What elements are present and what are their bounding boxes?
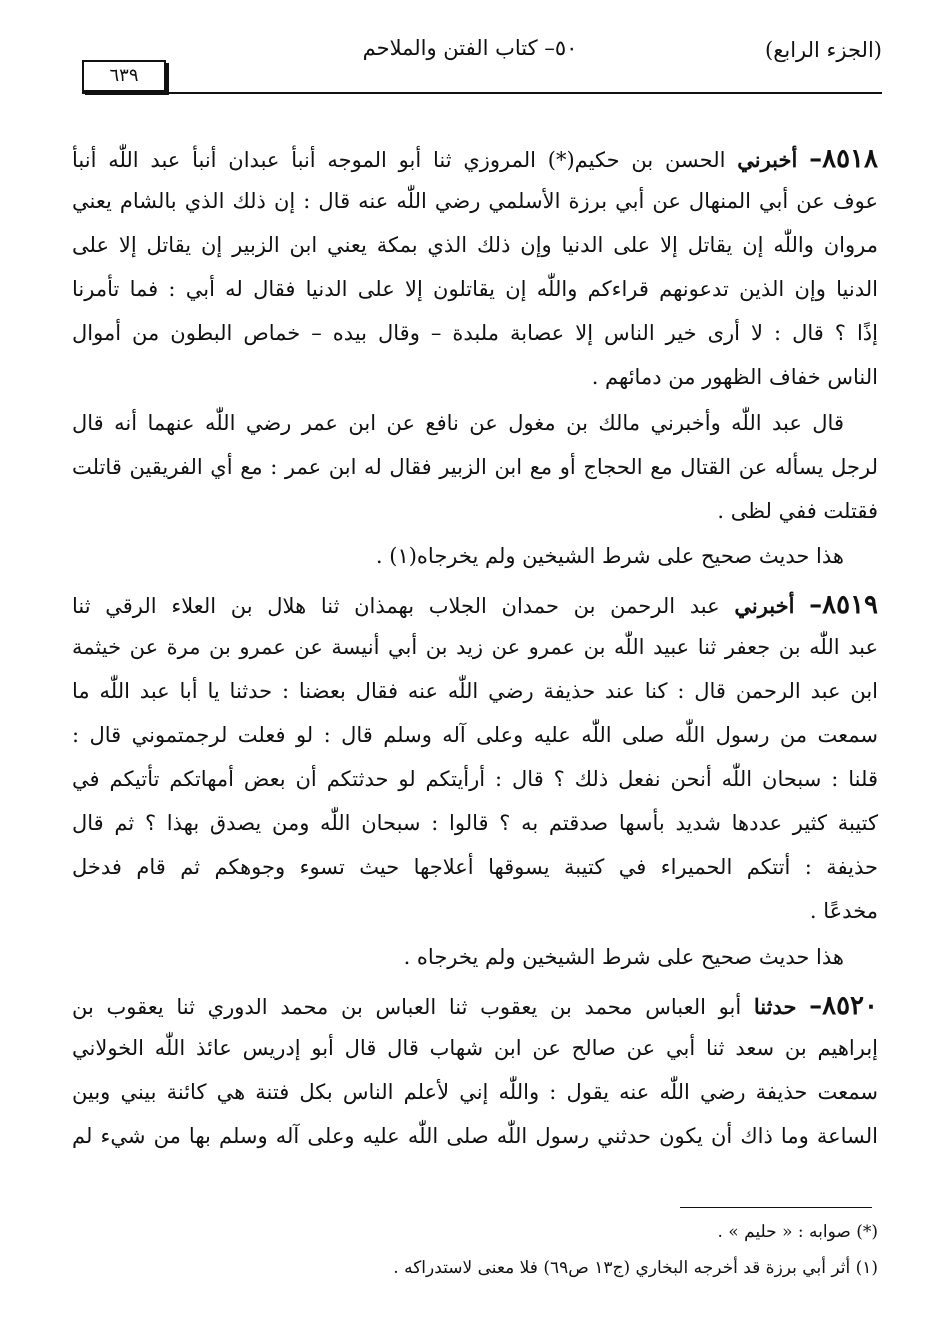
hadith-line: الدنيا وإن الذين تدعونهم قراءكم واللّٰه إن يقاتلون إلا على الدنيا فقال له أبي : فما تأمرنا xyxy=(72,277,878,301)
hadith-line: عوف عن أبي المنهال عن أبي برزة الأسلمي رضي اللّٰه عنه قال : إن ذلك الذي بالشام يعني xyxy=(72,189,878,213)
hadith-line: مروان واللّٰه إن يقاتل إلا على الدنيا وإن ذلك الذي بمكة يعني ابن الزبير إن يقاتل إلا على xyxy=(72,233,878,257)
hadith-grading: هذا حديث صحيح على شرط الشيخين ولم يخرجاه(١) . xyxy=(375,544,844,568)
hadith-line: قال عبد اللّٰه وأخبرني مالك بن مغول عن نافع عن ابن عمر رضي اللّٰه عنهما أنه قال xyxy=(72,411,844,435)
hadith-line: قلنا : سبحان اللّٰه أنحن نفعل ذلك ؟ قال : أرأيتكم لو حدثتكم أن بعض أمهاتكم تأتيكم في xyxy=(72,767,878,791)
hadith-8519-line-1 xyxy=(72,592,878,618)
volume-label: (الجزء الرابع) xyxy=(765,38,882,62)
hadith-text: أبو العباس محمد بن يعقوب ثنا العباس بن محمد الدوري ثنا يعقوب بن xyxy=(72,995,742,1019)
hadith-line: الناس خفاف الظهور من دمائهم . xyxy=(591,365,878,389)
hadith-number: ٨٥١٨– xyxy=(809,144,878,174)
hadith-line: ابن عبد الرحمن قال : كنا عند حذيفة رضي اللّٰه عنه فقال بعضنا : حدثنا يا أبا عبد اللّٰه ما xyxy=(72,679,878,703)
page-number: ٦٣٩ xyxy=(82,60,166,92)
hadith-8518-line-1 xyxy=(72,146,878,172)
hadith-line: عبد اللّٰه بن جعفر ثنا عبيد اللّٰه بن عمرو عن زيد بن أبي أنيسة عن عمرو بن مرة عن خيثمة xyxy=(72,635,878,659)
hadith-text: الحسن بن حكيم(*) المروزي ثنا أبو الموجه أنبأ عبدان أنبأ عبد اللّٰه أنبأ xyxy=(72,148,726,172)
hadith-line: كتيبة كثير عددها شديد بأسها صدقتم به ؟ قالوا : سبحان اللّٰه ومن يصدق بهذا ؟ ثم قال xyxy=(72,811,878,835)
hadith-line: حذيفة : أتتكم الحميراء في كتيبة يسوقها أعلاجها حيث تسوء وجوهكم ثم قام فدخل xyxy=(72,855,878,879)
footnote: (*) صوابه : « حليم » . xyxy=(717,1222,878,1242)
chapter-title: ٥٠– كتاب الفتن والملاحم xyxy=(362,36,578,60)
hadith-grading: هذا حديث صحيح على شرط الشيخين ولم يخرجاه . xyxy=(403,945,844,969)
hadith-lead: أخبرني xyxy=(737,147,798,172)
hadith-number: ٨٥٢٠– xyxy=(809,991,878,1021)
hadith-8520-line-1 xyxy=(72,993,878,1019)
hadith-line: إذًا ؟ قال : لا أرى خير الناس إلا عصابة ملبدة – وقال بيده – خماص البطون من أموال xyxy=(72,321,878,345)
hadith-lead: أخبرني xyxy=(734,593,795,618)
hadith-lead: حدثنا xyxy=(753,994,797,1019)
hadith-line: إبراهيم بن سعد ثنا أبي عن صالح عن ابن شهاب قال قال أبو إدريس عائذ اللّٰه الخولاني xyxy=(72,1036,878,1060)
hadith-line: سمعت من رسول اللّٰه صلى اللّٰه عليه وعلى آله وسلم قال : لو فعلت لرجمتموني قال : xyxy=(72,723,878,747)
hadith-line: الساعة وما ذاك أن يكون حدثني رسول اللّٰه صلى اللّٰه عليه وعلى آله وسلم بها من شيء لم xyxy=(72,1124,878,1148)
hadith-line: سمعت حذيفة رضي اللّٰه عنه يقول : واللّٰه إني لأعلم الناس بكل فتنة هي كائنة بيني وبين xyxy=(72,1080,878,1104)
hadith-text: عبد الرحمن بن حمدان الجلاب بهمذان ثنا هلال بن العلاء الرقي ثنا xyxy=(72,594,720,618)
footnote-rule xyxy=(680,1207,872,1208)
hadith-number: ٨٥١٩– xyxy=(809,590,878,620)
header-rule xyxy=(82,92,882,94)
hadith-line: مخدعًا . xyxy=(809,899,878,923)
hadith-line: لرجل يسأله عن القتال مع الحجاج أو مع ابن الزبير فقال له ابن عمر : مع أي الفريقين قاتلت xyxy=(72,455,878,479)
hadith-line: فقتلت ففي لظى . xyxy=(717,499,878,523)
footnote: (١) أثر أبي برزة قد أخرجه البخاري (ج١٣ ص٦٩) فلا معنى لاستدراكه . xyxy=(393,1258,878,1278)
